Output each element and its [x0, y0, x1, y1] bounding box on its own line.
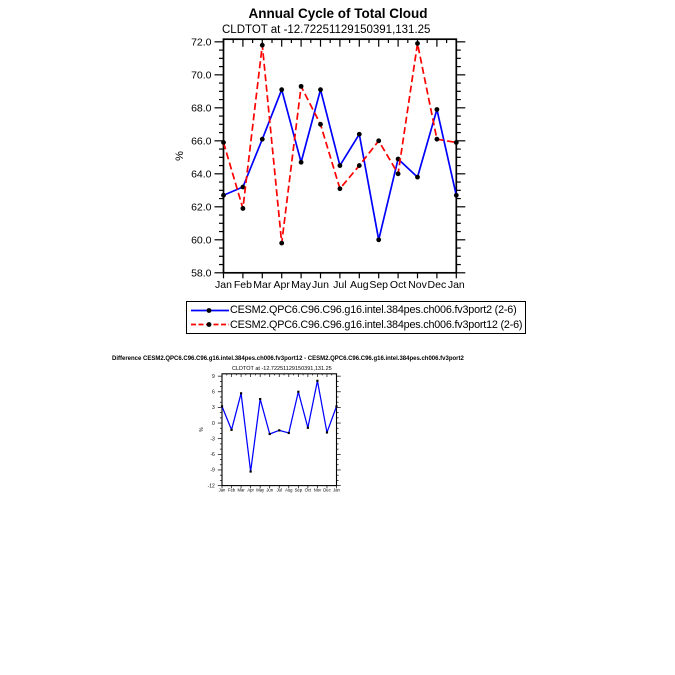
data-point-marker	[415, 175, 420, 180]
data-point-marker	[260, 137, 265, 142]
data-point-marker	[269, 433, 271, 435]
data-point-marker	[335, 405, 337, 407]
data-point-marker	[435, 137, 440, 142]
diff-chart-title: Difference CESM2.QPC6.C96.C96.g16.intel.384pes.ch006.fv3port12 - CESM2.QPC6.C96.C96.g16.intel.384pes.ch006.fv3port2	[112, 356, 464, 362]
y-tick-label: -3	[210, 436, 215, 443]
y-tick-label: 58.0	[191, 267, 212, 280]
x-tick-label: Jan	[447, 279, 465, 291]
y-tick-label: 62.0	[191, 201, 212, 214]
data-point-marker	[279, 87, 284, 92]
x-tick-label: Jun	[266, 487, 274, 493]
diff-chart-subtitle: CLDTOT at -12.72251129150391,131.25	[232, 366, 332, 372]
legend-line-sample-dashed-icon	[190, 319, 230, 330]
data-point-marker	[221, 405, 223, 407]
data-point-marker	[250, 470, 252, 472]
y-tick-label: 66.0	[191, 135, 212, 148]
x-tick-label: Jan	[218, 487, 226, 493]
data-point-marker	[338, 163, 343, 168]
data-point-marker	[299, 84, 304, 89]
x-tick-label: Jun	[312, 279, 329, 291]
x-tick-label: Sep	[369, 279, 389, 291]
data-point-marker	[260, 43, 265, 48]
x-tick-label: Aug	[285, 487, 293, 493]
x-tick-label: Dec	[427, 279, 447, 291]
x-tick-label: Feb	[227, 487, 236, 493]
legend-line-sample-solid-icon	[190, 305, 230, 316]
y-axis-label: %	[174, 151, 186, 161]
y-tick-label: 64.0	[191, 168, 212, 181]
y-tick-label: 72.0	[191, 36, 212, 49]
y-tick-label: 68.0	[191, 102, 212, 115]
legend-sample-marker	[207, 322, 212, 327]
x-tick-label: Nov	[408, 279, 427, 291]
x-tick-label: Sep	[294, 487, 303, 493]
x-tick-label: May	[291, 279, 312, 291]
x-tick-label: Jul	[276, 487, 282, 493]
x-tick-label: May	[256, 487, 265, 493]
legend-item-fv3port2	[190, 303, 524, 317]
x-tick-label: Dec	[323, 487, 331, 493]
data-point-marker	[376, 237, 381, 242]
legend-label-fv3port2: CESM2.QPC6.C96.C96.g16.intel.384pes.ch006.fv3port2 (2-6)	[230, 304, 517, 317]
data-point-marker	[326, 431, 328, 433]
axes	[215, 39, 466, 278]
y-tick-label: 3	[212, 405, 215, 412]
series-markers-0	[221, 87, 459, 242]
y-tick-label: 60.0	[191, 234, 212, 247]
data-point-marker	[396, 171, 401, 176]
data-point-marker	[357, 163, 362, 168]
x-tick-label: Mar	[237, 487, 245, 493]
series-line-0	[222, 381, 337, 472]
data-point-marker	[241, 206, 246, 211]
x-tick-label: Mar	[253, 279, 272, 291]
data-point-marker	[297, 391, 299, 393]
x-tick-label: Feb	[233, 279, 252, 291]
data-point-marker	[307, 427, 309, 429]
legend-sample-marker	[207, 308, 212, 313]
y-axis-label: %	[199, 427, 205, 432]
data-point-marker	[415, 41, 420, 46]
series-line-1	[224, 43, 457, 243]
x-tick-label: Apr	[273, 279, 290, 291]
x-tick-label: Oct	[304, 487, 312, 493]
y-tick-label: 9	[212, 373, 215, 380]
y-tick-label: 6	[212, 389, 215, 396]
data-point-marker	[259, 398, 261, 400]
data-point-marker	[299, 160, 304, 165]
data-point-marker	[279, 241, 284, 246]
data-point-marker	[221, 140, 226, 145]
data-point-marker	[221, 193, 226, 198]
x-tick-label: Jan	[215, 279, 232, 291]
x-tick-label: Apr	[247, 487, 254, 493]
data-point-marker	[435, 107, 440, 112]
x-tick-label: Nov	[313, 487, 322, 493]
data-point-marker	[230, 429, 232, 431]
x-tick-label: Aug	[349, 279, 369, 291]
legend-box	[186, 301, 526, 334]
data-point-marker	[357, 132, 362, 137]
y-tick-label: -9	[210, 467, 215, 474]
data-point-marker	[338, 186, 343, 191]
x-tick-label: Jul	[333, 279, 347, 291]
y-tick-label: -12	[207, 483, 215, 490]
y-tick-label: -6	[210, 452, 215, 459]
diff-chart-plot	[190, 371, 352, 495]
main-chart-plot	[168, 30, 476, 296]
main-chart-subtitle: CLDTOT at -12.72251129150391,131.25	[222, 24, 431, 36]
data-point-marker	[288, 432, 290, 434]
data-point-marker	[316, 380, 318, 382]
main-chart-title: Annual Cycle of Total Cloud	[248, 6, 428, 21]
y-tick-label: 0	[212, 420, 215, 427]
data-point-marker	[278, 429, 280, 431]
legend-label-fv3port12: CESM2.QPC6.C96.C96.g16.intel.384pes.ch006.fv3port12 (2-6)	[230, 318, 523, 331]
data-point-marker	[454, 140, 459, 145]
data-point-marker	[454, 193, 459, 198]
data-point-marker	[318, 87, 323, 92]
legend-item-fv3port12	[190, 318, 524, 332]
y-tick-label: 70.0	[191, 69, 212, 82]
x-tick-label: Oct	[389, 279, 407, 291]
data-point-marker	[318, 122, 323, 127]
data-point-marker	[376, 138, 381, 143]
data-point-marker	[240, 392, 242, 394]
x-tick-label: Jan	[333, 487, 340, 493]
